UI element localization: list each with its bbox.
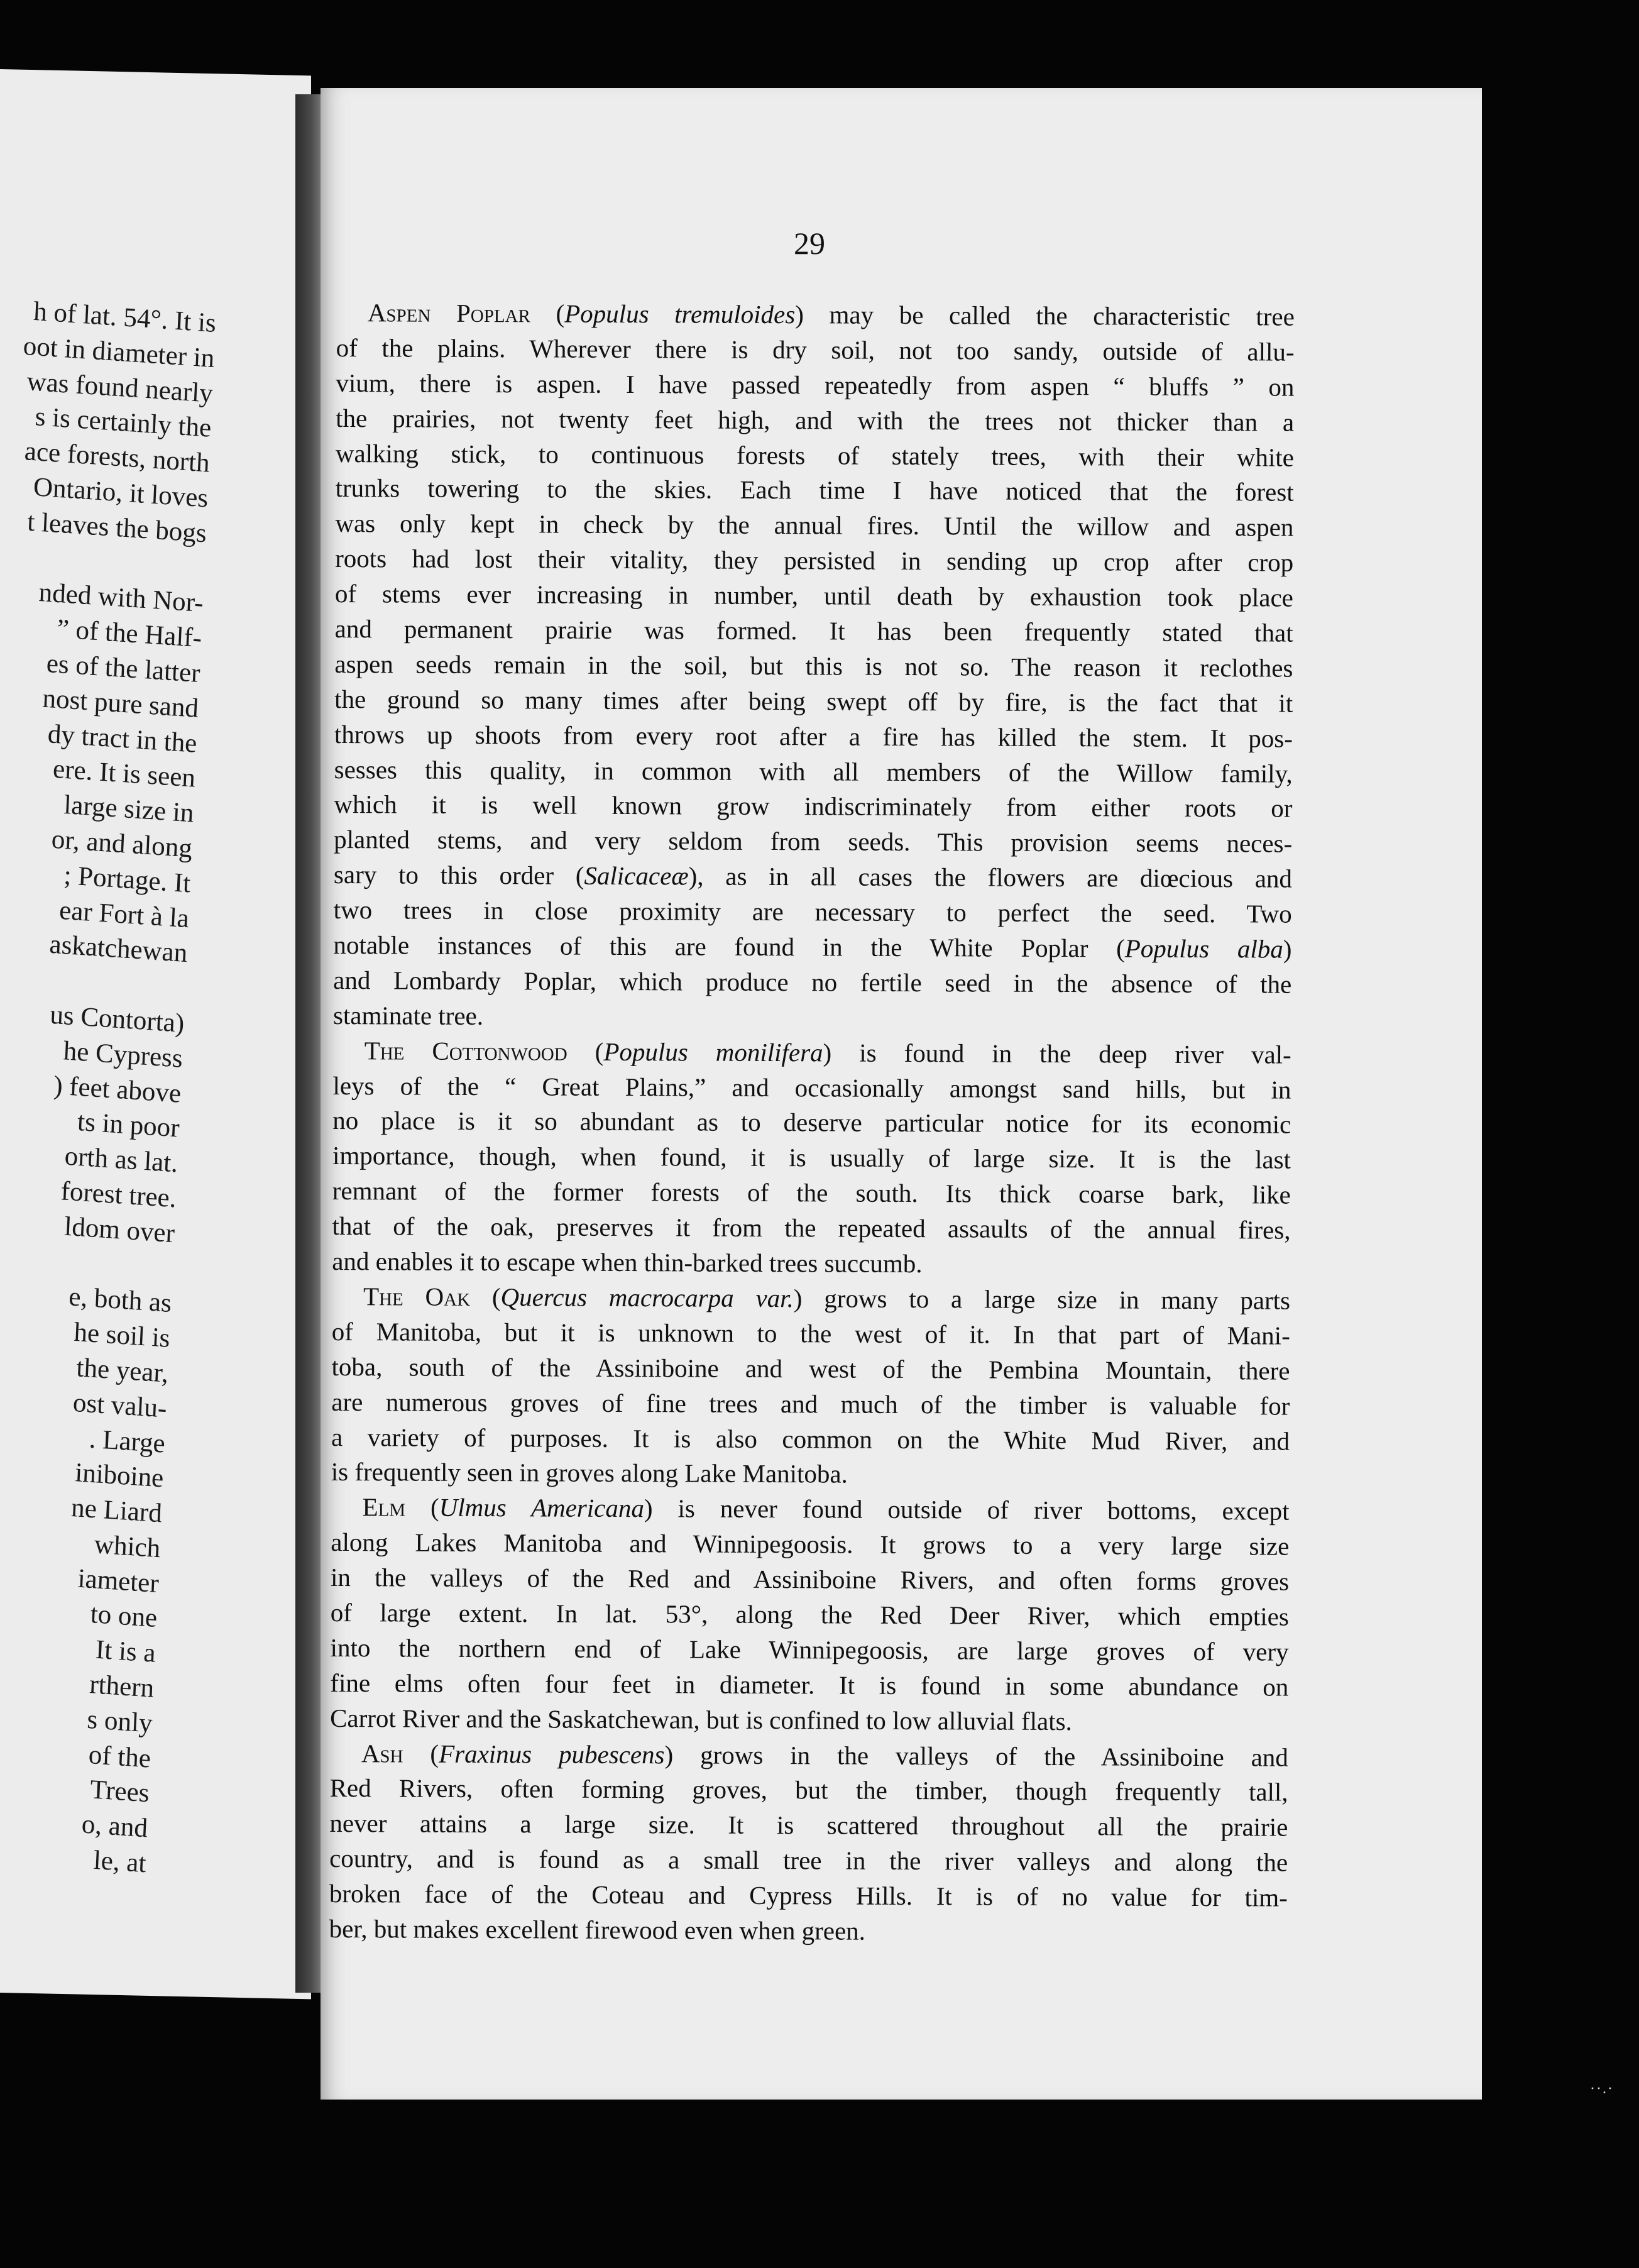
- left-page-line: forest tree.: [60, 1176, 177, 1214]
- text-line: the ground so many times after being swept off by fire, is the fact that it: [334, 684, 1293, 718]
- left-page-line: Ontario, it loves: [33, 472, 209, 514]
- left-page-line: h of lat. 54°. It is: [33, 296, 217, 339]
- left-page-line: orth as lat.: [63, 1141, 179, 1179]
- left-page-line: o, and: [80, 1809, 148, 1844]
- left-page-line: Trees: [89, 1775, 150, 1808]
- species-heading: Ash: [361, 1738, 403, 1768]
- text-line: trunks towering to the skies. Each time I have noticed that the forest: [335, 473, 1294, 507]
- species-heading: Elm: [362, 1492, 406, 1522]
- text-line: was only kept in check by the annual fires. Until the willow and aspen: [335, 509, 1294, 542]
- text-line: notable instances of this are found in the White Poplar (Populus alba): [333, 930, 1292, 964]
- text-line: staminate tree.: [332, 1000, 484, 1030]
- species-heading: The Cottonwood: [364, 1035, 567, 1066]
- left-page-line: ; Portage. It: [63, 860, 192, 899]
- left-page-line: or, and along: [50, 824, 193, 864]
- left-page-line: oot in diameter in: [22, 331, 216, 373]
- text-line: of large extent. In lat. 53°, along the Red Deer River, which empties: [330, 1597, 1289, 1631]
- text-line: throws up shoots from every root after a fire has killed the stem. It pos-: [334, 719, 1293, 753]
- left-page-text-fragments: [0, 285, 217, 1881]
- left-page-line: large size in: [63, 790, 195, 828]
- left-page-line: ” of the Half-: [56, 614, 203, 654]
- text-line: Ash (Fraxinus pubescens) grows in the valleys of the Assiniboine and: [361, 1738, 1288, 1772]
- left-page-line: he soil is: [73, 1317, 171, 1354]
- left-page-line: ) feet above: [53, 1070, 182, 1109]
- left-page-line: the year,: [75, 1353, 169, 1389]
- left-page-line: us Contorta): [49, 999, 185, 1038]
- left-page-line: s is certainly the: [34, 402, 212, 444]
- text-line: roots had lost their vitality, they persisted in sending up crop after crop: [335, 544, 1294, 577]
- left-page-line: askatchewan: [48, 930, 189, 969]
- left-page-line: which: [94, 1529, 162, 1564]
- text-line: in the valleys of the Red and Assiniboine Rivers, and often forms groves: [331, 1563, 1290, 1596]
- species-heading: Aspen Poplar: [367, 298, 531, 328]
- text-line: vium, there is aspen. I have passed repeatedly from aspen “ bluffs ” on: [336, 368, 1295, 402]
- text-line: Elm (Ulmus Americana) is never found outside of river bottoms, except: [362, 1492, 1290, 1526]
- left-page-line: le, at: [92, 1845, 147, 1879]
- left-page-line: . Large: [88, 1424, 166, 1459]
- left-page-line: ldom over: [63, 1211, 176, 1248]
- text-line: sary to this order (Salicaceæ), as in all cases the flowers are diœcious and: [333, 860, 1293, 893]
- left-page-line: was found nearly: [26, 366, 214, 409]
- left-page-line: iameter: [77, 1563, 160, 1599]
- text-line: Red Rivers, often forming groves, but the timber, though frequently tall,: [329, 1773, 1288, 1807]
- left-page-line: es of the latter: [45, 648, 201, 688]
- text-line: ber, but makes excellent firewood even when green.: [329, 1913, 866, 1946]
- left-page-line: iniboine: [74, 1458, 165, 1494]
- body-text: [329, 295, 1295, 1951]
- text-line: which it is well known grow indiscriminately from either roots or: [334, 790, 1293, 823]
- text-line: broken face of the Coteau and Cypress Hills. It is of no value for tim-: [329, 1879, 1288, 1912]
- text-line: leys of the “ Great Plains,” and occasionally amongst sand hills, but in: [332, 1071, 1291, 1104]
- text-line: country, and is found as a small tree in the river valleys and along the: [329, 1844, 1288, 1877]
- left-page-line: e, both as: [68, 1282, 172, 1319]
- left-page-line: ere. It is seen: [52, 754, 196, 794]
- left-page-line: nost pure sand: [41, 683, 199, 724]
- text-line: walking stick, to continuous forests of stately trees, with their white: [335, 438, 1294, 472]
- text-line: remnant of the former forests of the south. Its thick coarse bark, like: [332, 1176, 1291, 1209]
- left-page-line: to one: [89, 1599, 158, 1634]
- text-line: a variety of purposes. It is also common on the White Mud River, and: [331, 1422, 1290, 1456]
- text-line: toba, south of the Assiniboine and west of the Pembina Mountain, there: [331, 1351, 1290, 1385]
- text-line: aspen seeds remain in the soil, but this is not so. The reason it reclothes: [334, 649, 1293, 683]
- left-page-line: nded with Nor-: [38, 578, 204, 619]
- text-line: into the northern end of Lake Winnipegoosis, are large groves of very: [330, 1632, 1289, 1666]
- text-line: two trees in close proximity are necessary to perfect the seed. Two: [333, 895, 1292, 928]
- text-line: no place is it so abundant as to deserve particular notice for its economic: [332, 1106, 1291, 1140]
- text-line: The Oak (Quercus macrocarpa var.) grows to a large size in many parts: [363, 1282, 1291, 1315]
- text-line: and enables it to escape when thin-barked trees succumb.: [332, 1247, 923, 1279]
- left-facing-page: [0, 69, 311, 1999]
- left-page-line: he Cypress: [62, 1036, 184, 1074]
- text-line: of stems ever increasing in number, until death by exhaustion took place: [334, 579, 1294, 612]
- left-page-line: ts in poor: [77, 1107, 180, 1143]
- left-page-line: of the: [87, 1739, 152, 1774]
- text-line: fine elms often four feet in diameter. It is found in some abundance on: [330, 1668, 1289, 1702]
- left-page-line: ost valu-: [72, 1387, 168, 1424]
- text-line: along Lakes Manitoba and Winnipegoosis. It grows to a very large size: [331, 1528, 1290, 1561]
- left-page-line: s only: [86, 1704, 153, 1739]
- text-line: that of the oak, preserves it from the repeated assaults of the annual fires,: [332, 1211, 1291, 1245]
- left-page-line: t leaves the bogs: [26, 507, 207, 549]
- text-line: Aspen Poplar (Populus tremuloides) may be called the characteristic tree: [367, 298, 1295, 331]
- left-page-line: dy tract in the: [47, 718, 198, 759]
- left-page-line: rthern: [89, 1670, 155, 1704]
- text-line: and permanent prairie was formed. It has been frequently stated that: [334, 614, 1293, 647]
- text-line: is frequently seen in groves along Lake Manitoba.: [331, 1457, 848, 1489]
- text-line: Carrot River and the Saskatchewan, but is confined to low alluvial flats.: [330, 1703, 1072, 1736]
- species-heading: The Oak: [363, 1282, 471, 1311]
- text-line: never attains a large size. It is scattered throughout all the prairie: [329, 1808, 1288, 1842]
- left-page-line: ne Liard: [70, 1492, 163, 1529]
- stray-mark: ··.·: [1590, 2081, 1614, 2097]
- text-line: and Lombardy Poplar, which produce no fertile seed in the absence of the: [333, 965, 1292, 999]
- text-line: the prairies, not twenty feet high, and with the trees not thicker than a: [336, 403, 1295, 437]
- text-line: are numerous groves of fine trees and much of the timber is valuable for: [331, 1387, 1290, 1421]
- text-line: planted stems, and very seldom from seeds. This provision seems neces-: [334, 825, 1293, 859]
- left-page-line: It is a: [95, 1634, 156, 1669]
- text-line: sesses this quality, in common with all members of the Willow family,: [334, 754, 1293, 788]
- page-number: 29: [794, 226, 825, 261]
- text-line: of the plains. Wherever there is dry soil, not too sandy, outside of allu-: [336, 333, 1295, 366]
- text-line: importance, though, when found, it is usually of large size. It is the last: [332, 1141, 1291, 1175]
- left-page-line: ace forests, north: [23, 436, 211, 478]
- text-line: The Cottonwood (Populus monilifera) is found in the deep river val-: [364, 1035, 1291, 1069]
- text-line: of Manitoba, but it is unknown to the west of it. In that part of Mani-: [331, 1316, 1290, 1350]
- left-page-line: ear Fort à la: [58, 895, 190, 933]
